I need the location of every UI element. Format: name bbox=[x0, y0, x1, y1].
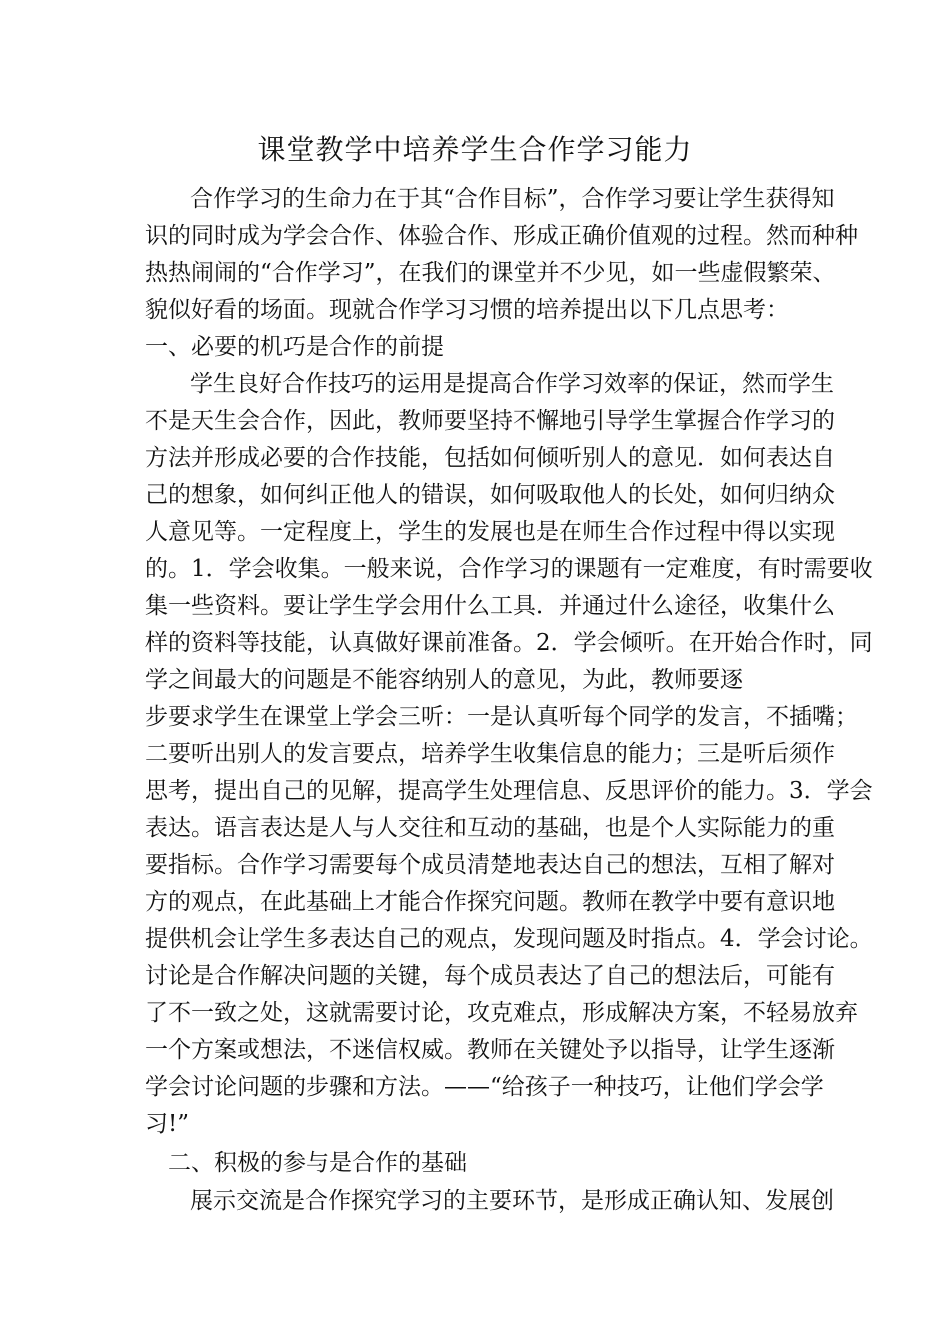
document-title: 课堂教学中培养学生合作学习能力 bbox=[257, 133, 693, 166]
paragraph-line: 提供机会让学生多表达自己的观点，发现问题及时指点。4．学会讨论。 bbox=[145, 926, 873, 952]
paragraph-line: 己的想象，如何纠正他人的错误，如何吸取他人的长处，如何归纳众 bbox=[145, 482, 835, 508]
paragraph-line: 貌似好看的场面。现就合作学习习惯的培养提出以下几点思考： bbox=[145, 297, 789, 323]
paragraph-line: 合作学习的生命力在于其“合作目标”，合作学习要让学生获得知 bbox=[190, 186, 835, 212]
paragraph-line: 一个方案或想法，不迷信权威。教师在关键处予以指导，让学生逐渐 bbox=[145, 1037, 835, 1063]
paragraph-line: 要指标。合作学习需要每个成员清楚地表达自己的想法，互相了解对 bbox=[145, 852, 835, 878]
paragraph-line: 的。1．学会收集。一般来说，合作学习的课题有一定难度，有时需要收 bbox=[145, 556, 873, 582]
paragraph-line: 集一些资料。要让学生学会用什么工具．并通过什么途径，收集什么 bbox=[145, 593, 835, 619]
section-heading: 二、积极的参与是合作的基础 bbox=[168, 1150, 467, 1176]
paragraph-line: 热热闹闹的“合作学习”，在我们的课堂并不少见，如一些虚假繁荣、 bbox=[145, 260, 836, 286]
paragraph-line: 二要听出别人的发言要点，培养学生收集信息的能力；三是听后须作 bbox=[145, 741, 835, 767]
paragraph-line: 人意见等。一定程度上，学生的发展也是在师生合作过程中得以实现 bbox=[145, 519, 835, 545]
paragraph-line: 步要求学生在课堂上学会三听：一是认真听每个同学的发言，不插嘴； bbox=[145, 704, 858, 730]
paragraph-line: 展示交流是合作探究学习的主要环节，是形成正确认知、发展创 bbox=[190, 1188, 834, 1214]
paragraph-line: 讨论是合作解决问题的关键，每个成员表达了自己的想法后，可能有 bbox=[145, 963, 835, 989]
paragraph-line: 方的观点，在此基础上才能合作探究问题。教师在教学中要有意识地 bbox=[145, 889, 835, 915]
paragraph-line: 学之间最大的问题是不能容纳别人的意见，为此，教师要逐 bbox=[145, 667, 743, 693]
section-heading: 一、必要的机巧是合作的前提 bbox=[145, 334, 444, 360]
paragraph-line: 思考，提出自己的见解，提高学生处理信息、反思评价的能力。3．学会 bbox=[145, 778, 873, 804]
paragraph-line: 学生良好合作技巧的运用是提高合作学习效率的保证，然而学生 bbox=[190, 371, 834, 397]
paragraph-line: 样的资料等技能，认真做好课前准备。2．学会倾听。在开始合作时，同 bbox=[145, 630, 873, 656]
paragraph-line: 学会讨论问题的步骤和方法。——“给孩子一种技巧，让他们学会学 bbox=[145, 1074, 824, 1100]
paragraph-line: 方法并形成必要的合作技能，包括如何倾听别人的意见．如何表达自 bbox=[145, 445, 835, 471]
paragraph-line: 表达。语言表达是人与人交往和互动的基础，也是个人实际能力的重 bbox=[145, 815, 835, 841]
paragraph-line: 了不一致之处，这就需要讨论，攻克难点，形成解决方案，不轻易放弃 bbox=[145, 1000, 858, 1026]
paragraph-line: 不是天生会合作，因此，教师要坚持不懈地引导学生掌握合作学习的 bbox=[145, 408, 835, 434]
paragraph-line: 识的同时成为学会合作、体验合作、形成正确价值观的过程。然而种种 bbox=[145, 223, 858, 249]
paragraph-line: 习!” bbox=[145, 1111, 190, 1137]
